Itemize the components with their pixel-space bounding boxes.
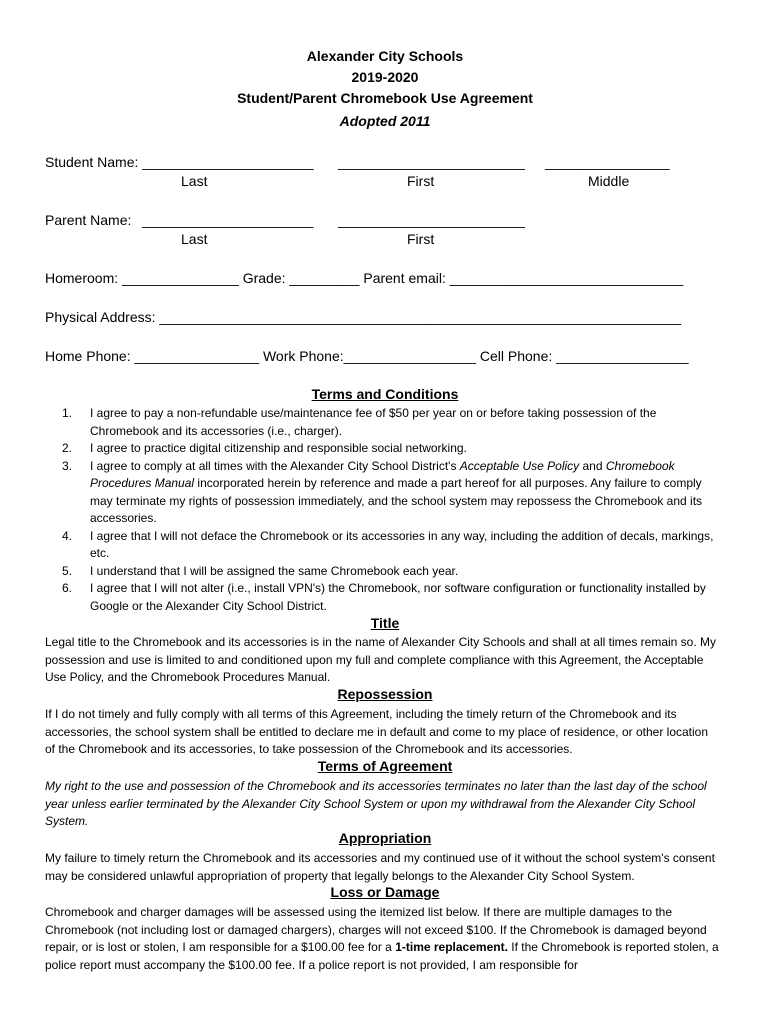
list-item — [62, 563, 722, 581]
item-number: 6. — [62, 581, 73, 595]
item-text: I agree to practice digital citizenship and responsible social networking. — [90, 441, 467, 455]
physical-address-field[interactable]: Physical Address: ___________________________________________________________________ — [45, 309, 682, 325]
student-first-name-field[interactable]: ________________________ — [338, 154, 525, 170]
item-text: I understand that I will be assigned the same Chromebook each year. — [90, 563, 459, 578]
parent-last-label: Last — [181, 231, 208, 247]
item-text: I agree to comply at all times with the Alexander City School District's Acceptable Use Policy and Chromebook Procedures Manual incorporated herein by reference and made a part hereof for all purposes. Any failure to comply may terminate my rights of possession immediately, and the school system may repossess the Chromebook and its accessories. — [90, 458, 703, 525]
item-text: I agree that I will not deface the Chromebook or its accessories in any way, including the addition of decals, markings, etc. — [90, 528, 714, 560]
list-item — [62, 580, 722, 615]
student-middle-label: Middle — [588, 173, 630, 189]
district-name: Alexander City Schools — [306, 48, 464, 64]
repossession-text: If I do not timely and fully comply with all terms of this Agreement, including the timely return of the Chromebook and its accessories, the school system shall be entitled to declare me in default and come to my place of residence, or other location of the Chromebook and its accessories, to take possession of the Chromebook and its accessories. — [45, 707, 709, 756]
item-number: 5. — [62, 563, 73, 578]
parent-last-name-field[interactable]: ______________________ — [142, 212, 314, 228]
homeroom-grade-email-field[interactable]: Homeroom: _______________ Grade: _________ Parent email: ______________________________ — [45, 270, 684, 286]
repossession-heading: Repossession — [337, 686, 433, 702]
item-text: I agree to pay a non-refundable use/maintenance fee of $50 per year on or before taking possession of the Chromebook and its accessories (i.e., charger). — [90, 406, 657, 438]
parent-name-label: Parent Name: — [45, 212, 132, 228]
phone-fields[interactable]: Home Phone: ________________ Work Phone:_________________ Cell Phone: _________________ — [45, 348, 689, 364]
item-number: 2. — [62, 441, 73, 455]
student-last-label: Last — [181, 173, 208, 189]
item-number: 3. — [62, 458, 73, 473]
terms-list — [62, 405, 722, 615]
list-item — [62, 458, 722, 528]
terms-of-agreement-heading: Terms of Agreement — [317, 758, 453, 774]
item-number: 4. — [62, 528, 73, 543]
procedures-manual-ref: Chromebook Procedures Manual — [90, 458, 675, 490]
loss-damage-heading: Loss or Damage — [330, 884, 440, 900]
appropriation-heading: Appropriation — [338, 830, 432, 846]
item-text: I agree that I will not alter (i.e., install VPN's) the Chromebook, nor software configuration or functionality installed by Google or the Alexander City School District. — [90, 581, 706, 613]
student-first-label: First — [407, 173, 435, 189]
adopted-year: Adopted 2011 — [339, 113, 431, 129]
school-year: 2019-2020 — [351, 69, 419, 85]
list-item — [62, 440, 722, 458]
student-name-field[interactable]: Student Name: ______________________ — [45, 154, 314, 170]
student-middle-name-field[interactable]: ________________ — [545, 154, 670, 170]
terms-heading: Terms and Conditions — [311, 386, 459, 402]
title-heading: Title — [370, 615, 400, 631]
acceptable-use-policy-ref: Acceptable Use Policy — [459, 458, 580, 473]
item-number: 1. — [62, 406, 73, 420]
appropriation-text: My failure to timely return the Chromebook and its accessories and my continued use of it without the school system's consent may be considered unlawful appropriation of property that legally belongs to the Alexander City School System. — [45, 851, 715, 883]
replacement-emphasis: 1-time replacement. — [395, 940, 508, 954]
loss-damage-text: Chromebook and charger damages will be assessed using the itemized list below. If there are multiple damages to the Chromebook (not including lost or damaged chargers), charges will not exceed $100. If the Chromebook is damaged beyond repair, or is lost or stolen, I am responsible for a $100.00 fee for a 1-time replacement. If the Chromebook is reported stolen, a police report must accompany the $100.00 fee. If a police report is not provided, I am responsible for — [45, 905, 719, 972]
document-title: Student/Parent Chromebook Use Agreement — [237, 90, 533, 106]
list-item — [62, 405, 722, 440]
parent-first-name-field[interactable]: ________________________ — [338, 212, 525, 228]
terms-of-agreement-text: My right to the use and possession of the Chromebook and its accessories terminates no later than the last day of the school year unless earlier terminated by the Alexander City School System or upon my withdrawal from the Alexander City School System. — [45, 779, 707, 828]
parent-first-label: First — [407, 231, 435, 247]
title-text: Legal title to the Chromebook and its accessories is in the name of Alexander City Schools and shall at all times remain so. My possession and use is limited to and conditioned upon my full and complete compliance with this Agreement, the Acceptable Use Policy, and the Chromebook Procedures Manual. — [45, 635, 716, 684]
list-item — [62, 528, 722, 563]
